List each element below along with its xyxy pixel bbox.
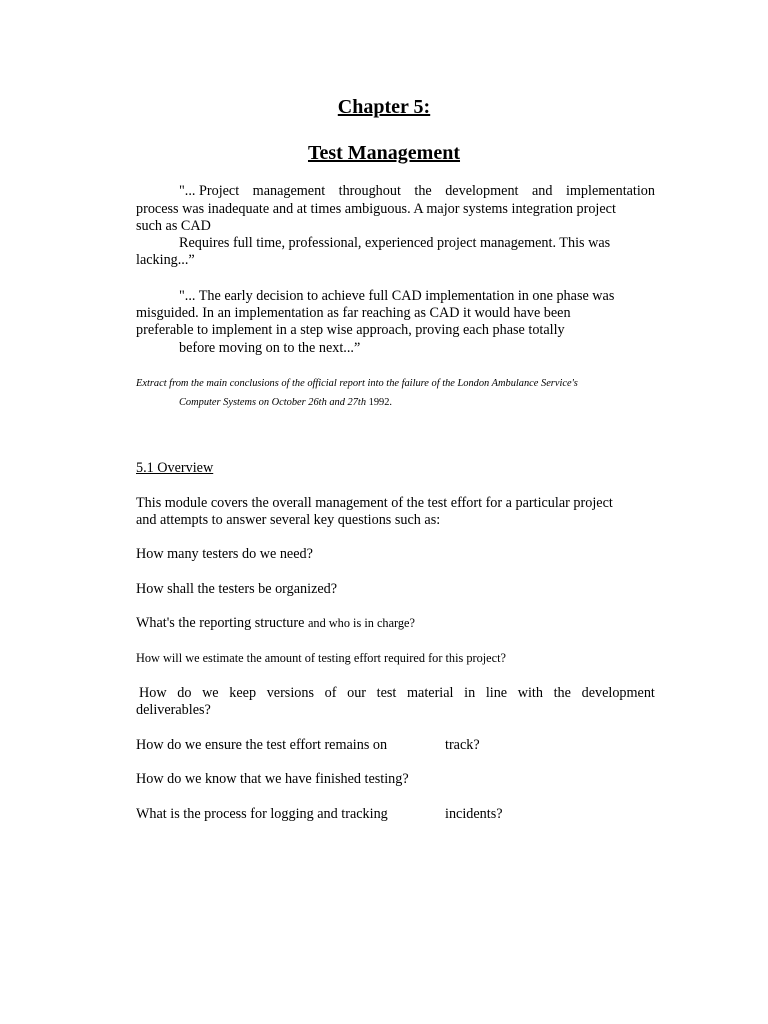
question-reporting-structure-b: and who is in charge? — [307, 616, 415, 630]
word: our — [347, 685, 367, 701]
question-reporting-structure-a: What's the reporting structure — [136, 615, 305, 631]
question-testers-count: How many testers do we need? — [136, 546, 313, 562]
quote-1-line-2: process was inadequate and at times ambiguous. A major systems integration project — [136, 201, 616, 217]
question-reporting-structure — [136, 615, 415, 632]
quote-1-line-5: lacking...” — [136, 252, 195, 268]
word: material — [407, 685, 454, 701]
question-versions-line-1 — [139, 685, 655, 702]
quote-2-line-4: before moving on to the next...” — [179, 340, 361, 356]
word: do — [177, 685, 192, 701]
word: How — [139, 685, 167, 701]
word: versions — [266, 685, 314, 701]
quote-2-line-1: "... The early decision to achieve full CAD implementation in one phase was — [179, 288, 615, 304]
question-testers-organized: How shall the testers be organized? — [136, 581, 338, 597]
question-logging-incidents-b: incidents? — [445, 806, 503, 822]
quote-1-line-3: such as CAD — [136, 218, 211, 234]
citation-year: 1992. — [368, 397, 393, 408]
question-finished-testing: How do we know that we have finished testing? — [136, 771, 409, 787]
word: line — [485, 685, 508, 701]
question-versions-line-2: deliverables? — [136, 702, 211, 718]
citation-line-1: Extract from the main conclusions of the official report into the failure of the London Ambulance Service's — [136, 378, 578, 389]
quote-2-line-3: preferable to implement in a step wise approach, proving each phase totally — [136, 322, 565, 338]
question-logging-incidents-a: What is the process for logging and tracking — [136, 806, 388, 822]
section-intro-line-2: and attempts to answer several key questions such as: — [136, 512, 441, 528]
question-effort-track-a: How do we ensure the test effort remains on — [136, 737, 388, 753]
quote-2-line-2: misguided. In an implementation as far reaching as CAD it would have been — [136, 305, 571, 321]
question-effort-track-b: track? — [445, 737, 480, 753]
citation-line-2-text: Computer Systems on October 26th and 27th — [179, 397, 367, 408]
chapter-heading: Chapter 5: — [337, 96, 431, 118]
word: keep — [229, 685, 257, 701]
word: of — [324, 685, 337, 701]
word: development — [581, 685, 655, 701]
quote-1-line-4: Requires full time, professional, experienced project management. This was — [179, 235, 611, 251]
section-intro-line-1: This module covers the overall management of the test effort for a particular project — [136, 495, 613, 511]
word: the — [553, 685, 571, 701]
citation-line-2 — [179, 396, 392, 410]
quote-1-line-1: "... Project management throughout the development and implementation — [179, 183, 655, 199]
section-heading: 5.1 Overview — [136, 460, 214, 476]
word: we — [202, 685, 219, 701]
word: with — [517, 685, 543, 701]
chapter-title: Test Management — [307, 142, 461, 164]
word: test — [376, 685, 397, 701]
word: in — [464, 685, 476, 701]
question-estimate-effort: How will we estimate the amount of testing effort required for this project? — [136, 651, 506, 665]
